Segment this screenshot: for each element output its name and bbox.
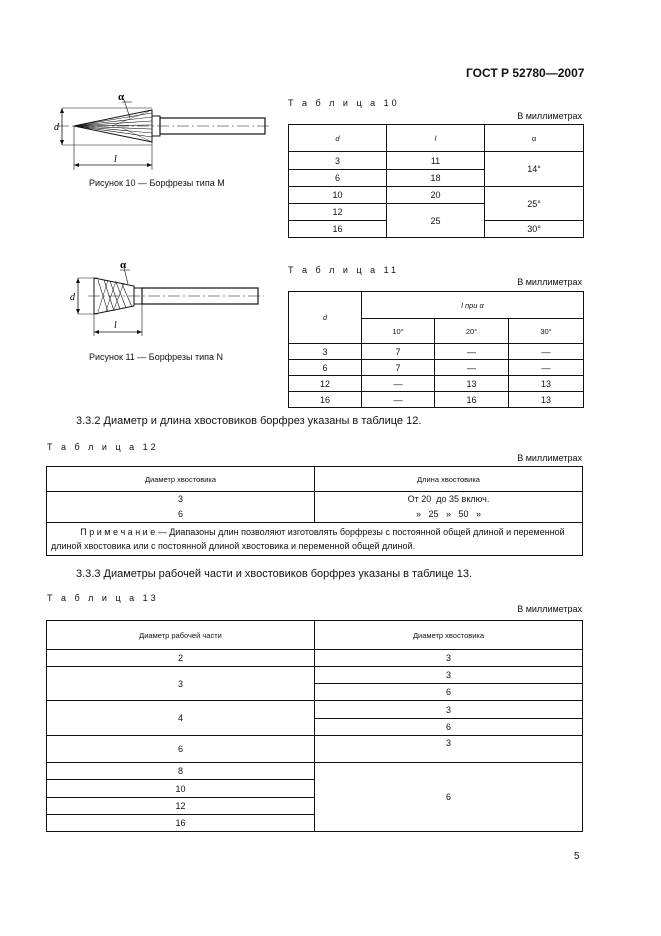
table-10-cell: 30° [485, 221, 584, 238]
section-3-3-3-text: 3.3.3 Диаметры рабочей части и хвостовиков борфрез указаны в таблице 13. [76, 568, 473, 580]
fig11-d-label: d [70, 292, 75, 303]
table-13-cell: 8 [47, 763, 315, 780]
table-12-cell-diameters: 3 6 [47, 492, 315, 523]
table-11-cell: 7 [362, 360, 435, 376]
table-10-cell: 11 [387, 152, 485, 170]
table-12-note [47, 523, 583, 556]
table-10-cell: 25 [387, 204, 485, 238]
table-10-cell: 16 [289, 221, 387, 238]
figure-11-drawing [68, 258, 268, 343]
table-11-header-30: 30° [509, 319, 584, 344]
table-11-units: В миллиметрах [517, 277, 582, 287]
table-13 [46, 620, 583, 832]
table-11-cell: 6 [289, 360, 362, 376]
table-11-cell: 13 [435, 376, 509, 392]
table-13-units: В миллиметрах [517, 604, 582, 614]
table-13-header-working-diameter: Диаметр рабочей части [47, 621, 315, 650]
table-12-cell-lengths: От 20 до 35 включ. » 25 » 50 » [315, 492, 583, 523]
table-11-cell: 16 [289, 392, 362, 408]
table-12 [46, 466, 583, 556]
table-10-cell: 10 [289, 187, 387, 204]
fig10-d-label: d [54, 122, 59, 133]
table-13-cell: 12 [47, 798, 315, 815]
fig10-l-label: l [114, 154, 117, 165]
table-11-cell: 12 [289, 376, 362, 392]
table-11-header-10: 10° [362, 319, 435, 344]
table-11 [288, 291, 584, 408]
fig11-alpha-label: α [120, 259, 127, 271]
table-10-header-alpha: α [485, 125, 584, 152]
table-11-cell: — [509, 360, 584, 376]
table-11-cell: — [362, 392, 435, 408]
table-13-cell: 6 [315, 763, 583, 832]
fig10-alpha-label: α [118, 91, 125, 103]
table-10-cell: 14° [485, 152, 584, 187]
table-10-cell: 6 [289, 170, 387, 187]
table-12-units: В миллиметрах [517, 453, 582, 463]
table-12-header-shank-length: Длина хвостовика [315, 467, 583, 492]
table-11-cell: — [435, 344, 509, 360]
table-11-title: Т а б л и ц а 11 [288, 265, 399, 275]
figure-10-drawing [52, 88, 272, 178]
table-11-cell: 3 [289, 344, 362, 360]
table-11-cell: 7 [362, 344, 435, 360]
table-13-cell: 3 [47, 667, 315, 701]
page-number: 5 [574, 851, 580, 862]
table-10-cell: 18 [387, 170, 485, 187]
table-13-cell: 16 [47, 815, 315, 832]
table-13-cell: 6 [315, 684, 583, 701]
table-10 [288, 124, 584, 238]
table-13-cell: 3 [315, 736, 583, 763]
table-12-header-shank-diameter: Диаметр хвостовика [47, 467, 315, 492]
table-10-cell: 3 [289, 152, 387, 170]
table-10-units: В миллиметрах [517, 111, 582, 121]
table-13-cell: 6 [315, 719, 583, 736]
table-13-title: Т а б л и ц а 13 [47, 593, 159, 603]
table-11-header-l-group: l при α [362, 292, 584, 319]
table-13-cell: 3 [315, 667, 583, 684]
standard-number: ГОСТ Р 52780—2007 [466, 66, 585, 80]
table-11-header-d: d [289, 292, 362, 344]
table-13-header-shank-diameter: Диаметр хвостовика [315, 621, 583, 650]
table-11-cell: 16 [435, 392, 509, 408]
table-12-note-text: — Диапазоны длин позволяют изготовлять борфрезы с постоянной общей длиной и переменной длиной хвостовика или с постоянной длиной хвостовика и переменной общей длиной. [51, 527, 565, 551]
table-10-header-d: d [289, 125, 387, 152]
table-13-cell: 3 [315, 650, 583, 667]
table-10-title: Т а б л и ц а 10 [288, 98, 400, 108]
table-13-cell: 4 [47, 701, 315, 736]
table-11-header-20: 20° [435, 319, 509, 344]
table-10-cell: 12 [289, 204, 387, 221]
table-12-note-label: П р и м е ч а н и е [80, 527, 156, 537]
table-13-cell: 2 [47, 650, 315, 667]
fig11-l-label: l [114, 320, 117, 331]
table-10-header-l: l [387, 125, 485, 152]
section-3-3-2-text: 3.3.2 Диаметр и длина хвостовиков борфрез указаны в таблице 12. [76, 415, 422, 427]
table-11-cell: 13 [509, 392, 584, 408]
figure-10-caption: Рисунок 10 — Борфрезы типа М [89, 178, 225, 188]
table-13-cell: 3 [315, 701, 583, 719]
table-11-cell: — [435, 360, 509, 376]
table-11-cell: — [362, 376, 435, 392]
table-11-cell: — [509, 344, 584, 360]
table-12-title: Т а б л и ц а 12 [47, 442, 159, 452]
table-10-cell: 20 [387, 187, 485, 204]
table-13-cell: 6 [47, 736, 315, 763]
table-13-cell: 10 [47, 780, 315, 798]
table-10-cell: 25° [485, 187, 584, 221]
figure-11-caption: Рисунок 11 — Борфрезы типа N [89, 352, 224, 362]
table-11-cell: 13 [509, 376, 584, 392]
